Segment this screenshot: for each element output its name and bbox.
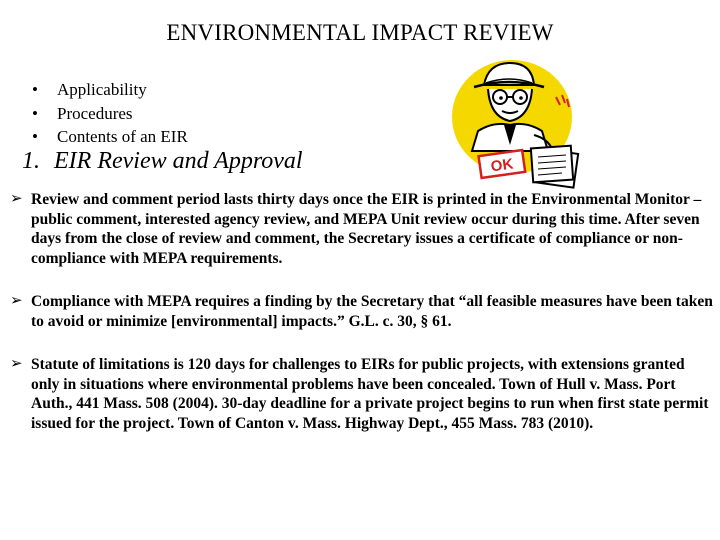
arrow-bullet-icon: ➢ [10, 293, 23, 309]
bullet-icon: • [32, 80, 38, 99]
topic-label: Procedures [57, 103, 133, 123]
section-number: 1. [22, 148, 40, 174]
page-title: ENVIRONMENTAL IMPACT REVIEW [166, 20, 554, 45]
section-heading [22, 148, 303, 175]
list-item [10, 190, 714, 268]
topic-list [32, 78, 188, 149]
topic-label: Applicability [57, 80, 147, 99]
inspector-approval-icon [444, 55, 584, 195]
section-heading-text: EIR Review and Approval [54, 148, 303, 174]
topic-item [32, 102, 188, 126]
list-item [10, 292, 714, 331]
ok-stamp-icon [479, 150, 526, 178]
arrow-bullet-icon: ➢ [10, 191, 23, 207]
list-item [10, 355, 714, 433]
stamp-text: OK [489, 155, 515, 176]
point-text: Compliance with MEPA requires a finding by the Secretary that “all feasible measures have been taken to avoid or minimize [environmental] impacts.” G.L. c. 30, § 61. [31, 293, 713, 330]
point-text: Statute of limitations is 120 days for challenges to EIRs for public projects, with extensions granted only in situations where environmental problems have been concealed. Town of Hull v. Mass. Port Auth., 441 Mass. 508 (2004). 30-day deadline for a private project begins to run when first state permit issued for the project. Town of Canton v. Mass. Highway Dept., 455 Mass. 783 (2010). [31, 356, 709, 432]
topic-item [32, 78, 188, 102]
point-list [10, 190, 714, 457]
bullet-icon: • [32, 103, 38, 123]
topic-item [32, 125, 188, 149]
arrow-bullet-icon: ➢ [10, 356, 23, 372]
bullet-icon: • [32, 127, 38, 146]
point-text: Review and comment period lasts thirty days once the EIR is printed in the Environmental Monitor – public comment, interested agency review, and MEPA Unit review occur during this time. After seven days from the close of review and comment, the Secretary issues a certificate of compliance or non-compliance with MEPA requirements. [31, 191, 702, 267]
topic-label: Contents of an EIR [57, 127, 188, 146]
